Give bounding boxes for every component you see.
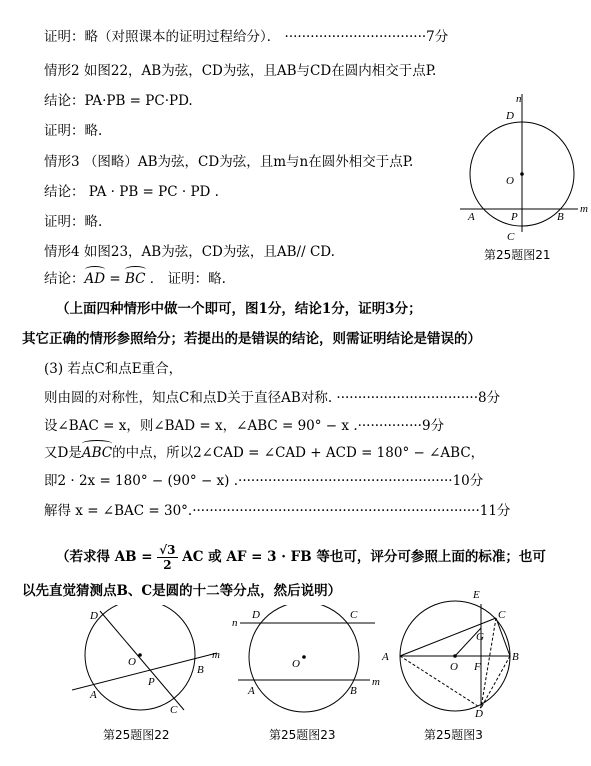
fig21-label-o: O [506, 175, 514, 187]
line-part-3: (3) 若点C和点E重合， [44, 361, 183, 377]
figure-3 [378, 590, 528, 720]
fig3-label-f: F [474, 661, 481, 673]
fig3-label-e: E [473, 590, 480, 601]
fig3-center-dot [453, 654, 457, 658]
line-conclusion-2: 结论：PA·PB = PC·PD. [44, 93, 193, 109]
fig21-center-dot [520, 172, 524, 176]
fig22-label-d: D [90, 610, 98, 622]
line-conclusion-3: 结论： PA · PB = PC · PD . [44, 184, 219, 200]
conclusion-prefix: 结论： [44, 271, 85, 287]
fraction-denominator: 2 [163, 558, 172, 572]
fig3-label-b: B [512, 651, 519, 663]
fig3-label-o: O [450, 661, 458, 673]
fig22-label-b: B [197, 664, 204, 676]
fig22-label-m: m [212, 649, 220, 661]
arc-bc: BC [124, 271, 146, 287]
fig23-label-a: A [248, 685, 255, 697]
fig21-label-a: A [468, 211, 475, 223]
alt-prefix: （若求得 AB = [56, 549, 158, 565]
fig3-dashed-bd [481, 656, 510, 708]
fig3-label-c: C [498, 609, 506, 621]
fig3-label-g: G [476, 631, 484, 643]
fig23-label-m: m [372, 676, 380, 688]
fig23-label-o: O [292, 658, 300, 670]
line-proof-1: 证明：略（对照课本的证明过程给分）． ·································7分 [44, 29, 449, 45]
line-scoring-note-1: （上面四种情形中做一个即可，图1分，结论1分，证明3分； [56, 301, 422, 317]
line-proof-3: 证明：略. [44, 214, 103, 230]
fig22-label-p: P [148, 676, 155, 688]
line-solution: 解得 x = ∠BAC = 30°.···································································11分 [44, 503, 511, 519]
fig23-label-n: n [232, 617, 238, 629]
conclusion-suffix: ． 证明：略. [145, 271, 226, 287]
fig3-chord-cb [496, 618, 510, 656]
fig21-label-p: P [511, 211, 518, 223]
fig22-center-dot [138, 653, 142, 657]
fig22-chord-ab [72, 653, 217, 690]
fig23-label-c: C [350, 609, 358, 621]
fig22-caption: 第25题图22 [103, 728, 170, 742]
fig22-label-a: A [90, 689, 97, 701]
arc-abc: ABC [81, 445, 113, 461]
midpoint-prefix: 又D是 [44, 445, 82, 461]
line-alternative [56, 543, 546, 572]
fig3-label-a: A [382, 651, 389, 663]
equals-sign: = [105, 271, 125, 287]
fig22-chord-dc [100, 611, 184, 710]
line-let-x: 设∠BAC = x，则∠BAD = x，∠ABC = 90° − x .···············9分 [44, 418, 445, 434]
fig21-label-d: D [506, 110, 514, 122]
fig3-caption: 第25题图3 [424, 728, 483, 742]
line-case-2: 情形2 如图22，AB为弦，CD为弦，且AB与CD在圆内相交于点P. [44, 63, 437, 79]
figure-21 [460, 92, 590, 242]
fig22-label-c: C [170, 704, 178, 716]
fig23-caption: 第25题图23 [269, 728, 336, 742]
fraction-numerator: √3 [159, 543, 176, 557]
fig23-label-d: D [252, 609, 260, 621]
fig22-label-o: O [128, 656, 136, 668]
line-alternative-2: 以先直觉猜测点B、C是圆的十二等分点，然后说明） [22, 583, 342, 599]
fig3-dashed-ad [400, 656, 481, 708]
figure-23 [230, 605, 390, 715]
fig21-label-b: B [557, 211, 564, 223]
fig21-label-n: n [516, 93, 522, 105]
fraction [157, 543, 177, 572]
midpoint-suffix: 的中点，所以2∠CAD = ∠CAD + ACD = 180° − ∠ABC， [112, 445, 485, 461]
line-case-4: 情形4 如图23，AB为弦，CD为弦，且AB// CD. [44, 244, 335, 260]
fig21-label-m: m [580, 203, 588, 215]
line-conclusion-4 [44, 270, 226, 288]
alt-suffix: AC 或 AF = 3 · FB 等也可，评分可参照上面的标准；也可 [177, 549, 546, 565]
arc-ad: AD [84, 271, 106, 287]
line-equation: 即2 · 2x = 180° − (90° − x) .··················································10分 [44, 473, 484, 489]
line-midpoint [44, 444, 484, 462]
fig21-caption: 第25题图21 [484, 248, 551, 262]
fig23-label-b: B [350, 685, 357, 697]
line-proof-2: 证明：略. [44, 123, 103, 139]
line-symmetry: 则由圆的对称性，知点C和点D关于直径AB对称. ·································8分 [44, 390, 501, 406]
line-scoring-note-2: 其它正确的情形参照给分；若提出的是错误的结论，则需证明结论是错误的） [22, 331, 481, 347]
fig3-label-d: D [475, 708, 483, 720]
fig23-center-dot [302, 655, 306, 659]
fig21-label-c: C [507, 231, 515, 242]
line-case-3: 情形3 （图略）AB为弦，CD为弦，且m与n在圆外相交于点P. [44, 154, 414, 170]
figure-22 [72, 605, 232, 717]
